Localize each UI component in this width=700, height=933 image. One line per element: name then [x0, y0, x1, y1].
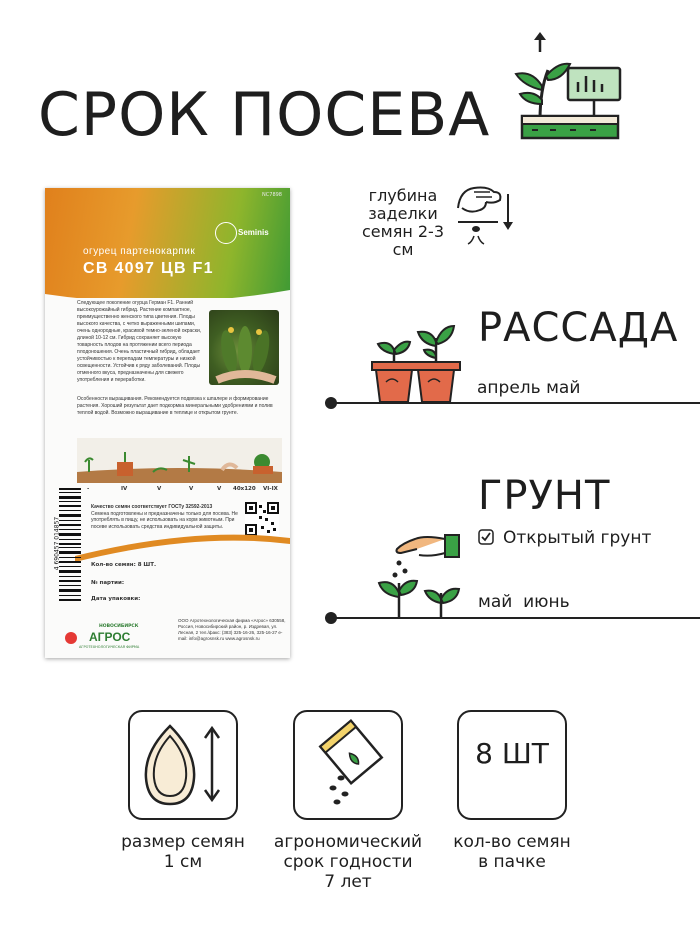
seed-count-caption: [437, 832, 587, 872]
shelf-life-card: [293, 710, 403, 820]
caption-line: в пачке: [478, 852, 546, 872]
caption-line: агрономический: [273, 832, 423, 852]
packet-pack-date: Дата упаковки:: [91, 596, 141, 602]
grunt-title: ГРУНТ: [478, 473, 611, 519]
packet-month: VI-IX: [263, 486, 278, 492]
seed-packet-image: [45, 188, 290, 658]
packet-kind: огурец партенокарпик: [83, 246, 196, 257]
logo-text: АГРОС: [89, 630, 131, 644]
hand-watering-plants-icon: [375, 525, 465, 620]
seed-count-value: 8 ШТ: [475, 737, 549, 770]
caption-line: 1 см: [163, 852, 203, 872]
packet-month: IV: [121, 486, 128, 492]
packet-lot: № партии:: [91, 580, 125, 586]
packet-cultivation: Особенности выращивания. Рекомендуется подвязка к шпалере и формирование растения. Хороший результат дает подкормка минеральными удобрениями и полив теплой водой. Возможно выращивание в теплице и открытом грунте.: [77, 396, 273, 416]
checkbox-checked-icon[interactable]: [478, 529, 494, 545]
logo-subtitle: АГРОТЕХНОЛОГИЧЕСКАЯ ФИРМА: [79, 645, 140, 649]
barcode-number: 4 690457 014857: [53, 516, 61, 571]
divider-line: [330, 617, 700, 619]
seedling-pots-icon: [368, 316, 463, 406]
packet-month: V: [217, 486, 222, 492]
packet-gost-title: Качество семян соответствует ГОСТу 32592-2013: [91, 504, 213, 510]
divider-line: [330, 402, 700, 404]
packet-treatment: Семена подготовлены и предназначены только для посева. Не употреблять в пищу, не использовать на корм животным. При посеве использовать средства индивидуальной защиты.: [91, 510, 238, 530]
hand-planting-seed-icon: [450, 178, 520, 248]
packet-variety-name: СВ 4097 ЦВ F1: [83, 260, 214, 277]
rassada-title: РАССАДА: [478, 305, 679, 351]
rassada-months: апрель май: [477, 378, 581, 398]
packet-header: [45, 188, 290, 298]
packet-month-row: [77, 486, 282, 494]
cucumber-photo: [209, 310, 279, 385]
divider-dot: [325, 612, 337, 624]
packet-swoosh: [75, 534, 290, 564]
seed-size-caption: [103, 832, 263, 872]
packet-gost: [91, 504, 241, 530]
open-ground-label: Открытый грунт: [503, 528, 652, 548]
seedling-growth-icon: [510, 30, 625, 145]
agros-logo: [65, 624, 155, 650]
barcode-icon: [59, 488, 81, 603]
logo-dot-icon: [65, 632, 77, 644]
caption-line: кол-во семян: [453, 832, 571, 852]
caption-line: срок годности: [283, 852, 413, 872]
divider-dot: [325, 397, 337, 409]
packet-seed-count: Кол-во семян: 8 ШТ.: [91, 562, 157, 568]
packet-month: 40x120: [233, 486, 256, 492]
qr-code-icon: [245, 502, 279, 536]
seed-size-card: [128, 710, 238, 820]
packet-month: V: [189, 486, 194, 492]
caption-line: размер семян: [121, 832, 245, 852]
grunt-months: май июнь: [478, 592, 570, 612]
seed-packet-icon: [295, 712, 400, 817]
growing-steps-strip: [77, 438, 282, 483]
packet-month: V: [157, 486, 162, 492]
shelf-life-caption: [258, 832, 438, 892]
logo-city: НОВОСИБИРСК: [99, 624, 139, 629]
packet-brand: Seminis: [238, 228, 269, 237]
packet-description: Следующее поколение огурца Герман F1. Ранний высокоурожайный гибрид. Растение компактное, преимущественно женского типа цветения. Плоды высокого качества, с четко выраженными шипами, очень однородные, красивой темно-зеленой окраски, длиной 10-12 см. Гибрид сохраняет высокую товарность плодов на протяжении всего периода плодоношения. Очень пластичный гибрид, обладает устойчивостью к перепадам температуры и низкой освещенности. Устойчив к ряду заболеваний. Плоды отменного вкуса, предназначены для свежего употребления и переработки.: [77, 300, 202, 383]
page-title: СРОК ПОСЕВА: [38, 80, 491, 150]
packet-month: -: [87, 486, 90, 492]
packet-sku: NC7898: [262, 192, 282, 198]
caption-line: 7 лет: [324, 872, 372, 892]
seed-size-icon: [130, 712, 235, 817]
depth-label: глубина заделки семян 2-3 см: [361, 186, 444, 259]
bayer-logo-icon: [215, 222, 237, 244]
packet-company: ООО Агротехнологическая фирма «Агрос» 630558, Россия, Новосибирский район, р. Издревая, ул. Лесная, 2 тел./факс: (383) 325-16-26, 325-16-27 e-mail: info@agrosnsk.ru www.agrosnsk.ru: [178, 618, 286, 641]
